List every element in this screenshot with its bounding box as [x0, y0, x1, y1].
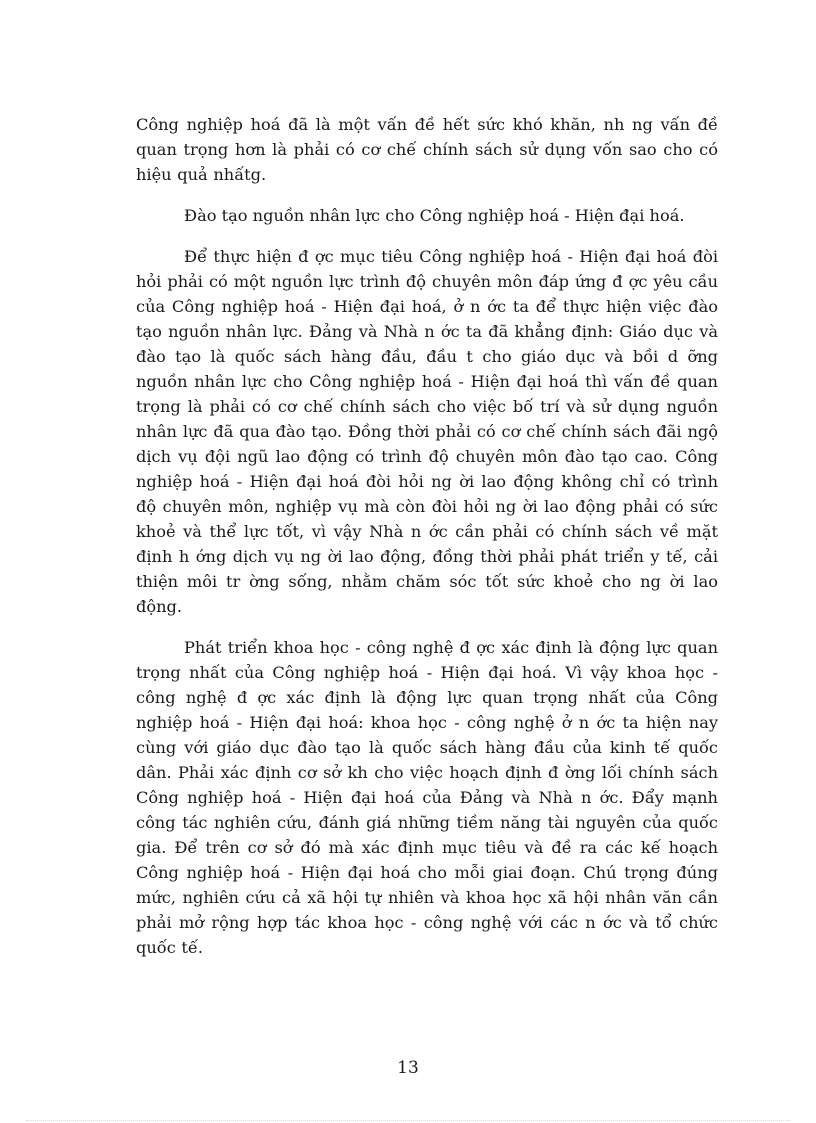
page-body [136, 112, 718, 976]
paragraph-human-resources: Để thực hiện đ ợc mục tiêu Công nghiệp hoá - Hiện đại hoá đòi hỏi phải có một nguồn lực trình độ chuyên môn đáp ứng đ ợc yêu cầu của Công nghiệp hoá - Hiện đại hoá, ở n ớc ta để thực hiện việc đào tạo nguồn nhân lực. Đảng và Nhà n ớc ta đã khẳng định: Giáo dục và đào tạo là quốc sách hàng đầu, đầu t cho giáo dục và bồi d ỡng nguồn nhân lực cho Công nghiệp hoá - Hiện đại hoá thì vấn đề quan trọng là phải có cơ chế chính sách cho việc bố trí và sử dụng nguồn nhân lực đã qua đào tạo. Đồng thời phải có cơ chế chính sách đãi ngộ dịch vụ đội ngũ lao động có trình độ chuyên môn đào tạo cao. Công nghiệp hoá - Hiện đại hoá đòi hỏi ng ời lao động không chỉ có trình độ chuyên môn, nghiệp vụ mà còn đòi hỏi ng ời lao động phải có sức khoẻ và thể lực tốt, vì vậy Nhà n ớc cần phải có chính sách về mặt định h ớng dịch vụ ng ời lao động, đồng thời phải phát triển y tế, cải thiện môi tr ờng sống, nhằm chăm sóc tốt sức khoẻ cho ng ời lao động. [136, 247, 718, 616]
paragraph-intro: Công nghiệp hoá đã là một vấn đề hết sức khó khăn, nh ng vấn đề quan trọng hơn là phải có cơ chế chính sách sử dụng vốn sao cho có hiệu quả nhấtg. [136, 115, 718, 184]
page-number: 13 [397, 1058, 419, 1078]
footer-dotted-rule [26, 1120, 790, 1121]
paragraph-science-technology: Phát triển khoa học - công nghệ đ ợc xác định là động lực quan trọng nhất của Công nghiệp hoá - Hiện đại hoá. Vì vậy khoa học - công nghệ đ ợc xác định là động lực quan trọng nhất của Công nghiệp hoá - Hiện đại hoá: khoa học - công nghệ ở n ớc ta hiện nay cùng với giáo dục đào tạo là quốc sách hàng đầu của kinh tế quốc dân. Phải xác định cơ sở kh cho việc hoạch định đ ờng lối chính sách Công nghiệp hoá - Hiện đại hoá của Đảng và Nhà n ớc. Đẩy mạnh công tác nghiên cứu, đánh giá những tiềm năng tài nguyên của quốc gia. Để trên cơ sở đó mà xác định mục tiêu và đề ra các kế hoạch Công nghiệp hoá - Hiện đại hoá cho mỗi giai đoạn. Chú trọng đúng mức, nghiên cứu cả xã hội tự nhiên và khoa học xã hội nhân văn cần phải mở rộng hợp tác khoa học - công nghệ với các n ớc và tổ chức quốc tế. [136, 638, 718, 957]
section-heading-human-resources: Đào tạo nguồn nhân lực cho Công nghiệp hoá - Hiện đại hoá. [184, 206, 685, 225]
